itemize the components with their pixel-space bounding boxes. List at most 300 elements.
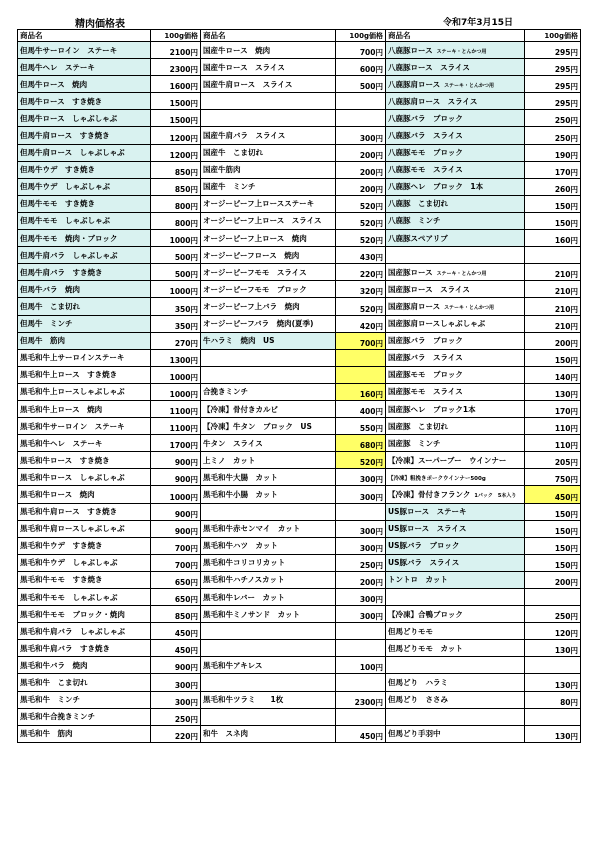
product-name: 但馬牛 ミンチ bbox=[20, 319, 73, 329]
table-row bbox=[18, 606, 581, 623]
product-name: 国産牛ロース スライス bbox=[203, 62, 285, 72]
table-row bbox=[18, 725, 581, 742]
product-price: 550円 bbox=[336, 418, 386, 435]
product-name: 黒毛和牛モモ ブロック・焼肉 bbox=[20, 609, 125, 619]
product-price: 200円 bbox=[336, 571, 386, 588]
product-name: 但馬どり手羽中 bbox=[388, 729, 441, 739]
product-name-cell bbox=[201, 725, 336, 742]
product-price: 750円 bbox=[525, 469, 581, 486]
product-name: オージービーフモモ ブロック bbox=[203, 284, 307, 294]
product-name-cell bbox=[201, 195, 336, 212]
product-name-cell bbox=[386, 452, 525, 469]
product-name-cell bbox=[18, 144, 151, 161]
product-name: 上ミノ カット bbox=[203, 455, 256, 465]
product-name: オージービーフ上バラ 焼肉 bbox=[203, 301, 300, 311]
product-name-cell bbox=[18, 366, 151, 383]
product-name-cell bbox=[201, 110, 336, 127]
product-price: 110円 bbox=[525, 435, 581, 452]
product-name: 但馬牛ロース 焼肉 bbox=[20, 79, 88, 89]
product-name-cell bbox=[386, 178, 525, 195]
product-name: 八鹿豚ヘレ ブロック 1本 bbox=[388, 182, 484, 192]
product-name-cell bbox=[386, 127, 525, 144]
product-name-cell bbox=[386, 315, 525, 332]
product-price: 110円 bbox=[525, 418, 581, 435]
product-name-cell bbox=[201, 640, 336, 657]
product-name: 牛タン スライス bbox=[203, 438, 263, 448]
product-price: 140円 bbox=[525, 366, 581, 383]
product-name: 但馬どり ハラミ bbox=[388, 678, 448, 688]
product-name-cell bbox=[18, 349, 151, 366]
product-name-cell bbox=[386, 503, 525, 520]
product-price: 1200円 bbox=[151, 144, 201, 161]
product-name-cell bbox=[18, 110, 151, 127]
product-name: 八鹿豚バラ ブロック bbox=[388, 113, 463, 123]
product-name-cell bbox=[201, 76, 336, 93]
product-price: 900円 bbox=[151, 520, 201, 537]
product-price: 700円 bbox=[151, 537, 201, 554]
product-name: US豚バラ スライス bbox=[388, 558, 460, 568]
table-row bbox=[18, 537, 581, 554]
product-name-cell bbox=[201, 212, 336, 229]
table-row bbox=[18, 554, 581, 571]
product-price: 650円 bbox=[151, 571, 201, 588]
product-price: 800円 bbox=[151, 195, 201, 212]
product-name-cell bbox=[201, 554, 336, 571]
product-name-cell bbox=[18, 332, 151, 349]
product-name-cell bbox=[386, 606, 525, 623]
table-row bbox=[18, 418, 581, 435]
product-price: 160円 bbox=[336, 383, 386, 400]
product-price: 250円 bbox=[525, 110, 581, 127]
product-name: 【冷凍】牛タン ブロック US bbox=[203, 421, 312, 431]
product-price: 1000円 bbox=[151, 230, 201, 247]
product-name-cell bbox=[386, 418, 525, 435]
product-price bbox=[336, 674, 386, 691]
price-table bbox=[17, 29, 581, 743]
table-row bbox=[18, 144, 581, 161]
product-name-cell bbox=[201, 606, 336, 623]
table-row bbox=[18, 691, 581, 708]
product-name: 八鹿豚ロース スライス bbox=[388, 62, 470, 72]
product-name: オージービーフ上ロースステーキ bbox=[203, 199, 315, 209]
product-name: 但馬牛 こま切れ bbox=[20, 301, 80, 311]
product-name: 黒毛和牛ウデ しゃぶしゃぶ bbox=[20, 558, 118, 568]
product-price: 700円 bbox=[336, 332, 386, 349]
product-name-cell bbox=[18, 725, 151, 742]
product-name: 【冷凍】骨付きフランク bbox=[388, 489, 471, 499]
product-name: 和牛 スネ肉 bbox=[203, 729, 248, 739]
product-name-cell bbox=[201, 93, 336, 110]
product-name: 国産豚モモ スライス bbox=[388, 387, 463, 397]
product-name-cell bbox=[18, 691, 151, 708]
product-name: 但馬どり ささみ bbox=[388, 695, 448, 705]
product-price bbox=[336, 93, 386, 110]
product-name-cell bbox=[201, 298, 336, 315]
product-name: 八鹿豚バラ スライス bbox=[388, 131, 463, 141]
product-name: 但馬牛サーロイン ステーキ bbox=[20, 45, 118, 55]
product-name: 国産豚肩ロースしゃぶしゃぶ bbox=[388, 319, 486, 329]
product-price: 1000円 bbox=[151, 486, 201, 503]
product-price: 200円 bbox=[525, 332, 581, 349]
product-name: 但馬牛 筋肉 bbox=[20, 336, 65, 346]
product-name: 黒毛和牛 こま切れ bbox=[20, 678, 88, 688]
product-price: 295円 bbox=[525, 42, 581, 59]
product-price: 130円 bbox=[525, 674, 581, 691]
table-header-row bbox=[18, 30, 581, 42]
table-row bbox=[18, 366, 581, 383]
product-name: 黒毛和牛 ミンチ bbox=[20, 695, 80, 705]
product-name-cell bbox=[386, 435, 525, 452]
table-row bbox=[18, 195, 581, 212]
product-name: 黒毛和牛ロース しゃぶしゃぶ bbox=[20, 472, 125, 482]
product-name-cell bbox=[201, 42, 336, 59]
product-price: 2300円 bbox=[336, 691, 386, 708]
product-name-cell bbox=[201, 332, 336, 349]
table-row bbox=[18, 281, 581, 298]
product-name: 黒毛和牛ツラミ 1枚 bbox=[203, 695, 284, 705]
table-row bbox=[18, 230, 581, 247]
table-row bbox=[18, 315, 581, 332]
table-row bbox=[18, 400, 581, 417]
product-price: 150円 bbox=[525, 537, 581, 554]
product-price: 500円 bbox=[151, 247, 201, 264]
product-name-cell bbox=[18, 606, 151, 623]
product-price: 2300円 bbox=[151, 59, 201, 76]
product-name-cell bbox=[201, 520, 336, 537]
product-name-cell bbox=[386, 93, 525, 110]
product-name-cell bbox=[201, 708, 336, 725]
product-name-cell bbox=[386, 230, 525, 247]
product-price: 100円 bbox=[336, 657, 386, 674]
table-row bbox=[18, 503, 581, 520]
product-name-cell bbox=[18, 418, 151, 435]
product-name: 八鹿豚ロース bbox=[388, 45, 433, 55]
product-price: 160円 bbox=[525, 230, 581, 247]
product-name-cell bbox=[386, 366, 525, 383]
product-name-cell bbox=[18, 571, 151, 588]
table-row bbox=[18, 161, 581, 178]
product-price: 210円 bbox=[525, 298, 581, 315]
product-name-cell bbox=[201, 349, 336, 366]
product-name: 黒毛和牛肩ロースしゃぶしゃぶ bbox=[20, 524, 125, 534]
product-price: 1700円 bbox=[151, 435, 201, 452]
product-note: 1パック 5本入り bbox=[474, 492, 517, 499]
table-row bbox=[18, 247, 581, 264]
product-price: 700円 bbox=[151, 554, 201, 571]
product-name: 黒毛和牛小腸 カット bbox=[203, 489, 278, 499]
product-name: 黒毛和牛肩ロース すき焼き bbox=[20, 507, 118, 517]
product-price: 400円 bbox=[336, 400, 386, 417]
product-name-cell bbox=[386, 691, 525, 708]
product-name: 【冷凍】スーパーブー ウインナー bbox=[388, 455, 507, 465]
product-name-cell bbox=[386, 589, 525, 606]
product-price: 150円 bbox=[525, 349, 581, 366]
product-name-cell bbox=[18, 76, 151, 93]
product-name-cell bbox=[386, 59, 525, 76]
table-row bbox=[18, 657, 581, 674]
product-name-cell bbox=[18, 383, 151, 400]
product-name-cell bbox=[18, 554, 151, 571]
product-name: 合挽きミンチ bbox=[203, 387, 248, 397]
product-name-cell bbox=[386, 110, 525, 127]
product-name: オージービーフバラ 焼肉(夏季) bbox=[203, 319, 314, 329]
product-name: 但馬どりモモ bbox=[388, 626, 433, 636]
product-name-cell bbox=[18, 127, 151, 144]
product-price: 300円 bbox=[336, 127, 386, 144]
product-price: 250円 bbox=[336, 554, 386, 571]
product-name: 黒毛和牛サーロイン ステーキ bbox=[20, 421, 125, 431]
product-name-cell bbox=[18, 247, 151, 264]
product-name-cell bbox=[201, 59, 336, 76]
table-row bbox=[18, 674, 581, 691]
product-price: 500円 bbox=[336, 76, 386, 93]
product-price: 205円 bbox=[525, 452, 581, 469]
product-price: 900円 bbox=[151, 452, 201, 469]
product-name-cell bbox=[18, 161, 151, 178]
product-name: US豚バラ ブロック bbox=[388, 541, 460, 551]
product-name-cell bbox=[386, 42, 525, 59]
product-name: 但馬牛ロース しゃぶしゃぶ bbox=[20, 113, 118, 123]
product-price: 850円 bbox=[151, 178, 201, 195]
product-name-cell bbox=[386, 571, 525, 588]
product-name-cell bbox=[386, 708, 525, 725]
product-name: 国産豚モモ ブロック bbox=[388, 370, 463, 380]
product-price: 150円 bbox=[525, 520, 581, 537]
product-price: 900円 bbox=[151, 503, 201, 520]
product-name-cell bbox=[18, 59, 151, 76]
product-name: 国産豚ヘレ ブロック1本 bbox=[388, 404, 476, 414]
product-price bbox=[525, 708, 581, 725]
product-price: 450円 bbox=[525, 486, 581, 503]
product-name: 八鹿豚モモ ブロック bbox=[388, 148, 463, 158]
product-price: 520円 bbox=[336, 230, 386, 247]
table-row bbox=[18, 486, 581, 503]
product-price: 295円 bbox=[525, 59, 581, 76]
document-date: 令和7年3月15日 bbox=[443, 18, 514, 28]
product-name: 黒毛和牛ヘレ ステーキ bbox=[20, 438, 103, 448]
product-price: 1200円 bbox=[151, 127, 201, 144]
product-name: 但馬牛肩ロース すき焼き bbox=[20, 131, 110, 141]
table-row bbox=[18, 349, 581, 366]
product-price bbox=[336, 110, 386, 127]
product-price: 210円 bbox=[525, 264, 581, 281]
product-name: 国産牛ロース 焼肉 bbox=[203, 45, 271, 55]
product-price: 420円 bbox=[336, 315, 386, 332]
product-name-cell bbox=[18, 503, 151, 520]
product-price: 650円 bbox=[151, 589, 201, 606]
product-name: オージービーフ上ロース 焼肉 bbox=[203, 233, 307, 243]
product-price: 900円 bbox=[151, 469, 201, 486]
product-price bbox=[525, 657, 581, 674]
product-price: 170円 bbox=[525, 400, 581, 417]
product-price: 300円 bbox=[336, 520, 386, 537]
product-name-cell bbox=[201, 315, 336, 332]
product-name: 但馬牛肩バラ すき焼き bbox=[20, 267, 103, 277]
product-name-cell bbox=[386, 520, 525, 537]
product-name-cell bbox=[18, 674, 151, 691]
product-price: 450円 bbox=[151, 623, 201, 640]
product-note: ステーキ・とんかつ用 bbox=[436, 48, 487, 55]
product-price: 220円 bbox=[336, 264, 386, 281]
product-price: 170円 bbox=[525, 161, 581, 178]
table-row bbox=[18, 469, 581, 486]
product-price bbox=[336, 349, 386, 366]
product-price: 270円 bbox=[151, 332, 201, 349]
product-name: 黒毛和牛モモ すき焼き bbox=[20, 575, 103, 585]
product-name: 【冷凍】粗挽きポークウインナー500g bbox=[388, 475, 486, 482]
product-name-cell bbox=[201, 264, 336, 281]
product-name: 黒毛和牛 筋肉 bbox=[20, 729, 73, 739]
product-note: ステーキ・とんかつ用 bbox=[444, 82, 495, 89]
product-name: 【冷凍】合鴨ブロック bbox=[388, 609, 463, 619]
product-name: 黒毛和牛ハツ カット bbox=[203, 541, 278, 551]
product-name-cell bbox=[18, 640, 151, 657]
product-note: ステーキ・とんかつ用 bbox=[444, 304, 495, 311]
product-price: 210円 bbox=[525, 281, 581, 298]
product-name: 黒毛和牛ロース 焼肉 bbox=[20, 489, 95, 499]
product-name-cell bbox=[201, 127, 336, 144]
product-name-cell bbox=[386, 247, 525, 264]
product-name: 国産豚ロース bbox=[388, 267, 433, 277]
product-price bbox=[336, 623, 386, 640]
product-name: 但馬牛肩ロース しゃぶしゃぶ bbox=[20, 148, 125, 158]
product-name-cell bbox=[201, 657, 336, 674]
product-name: 【冷凍】骨付きカルビ bbox=[203, 404, 278, 414]
product-price: 250円 bbox=[151, 708, 201, 725]
product-price: 680円 bbox=[336, 435, 386, 452]
product-name: 黒毛和牛ミノサンド カット bbox=[203, 609, 301, 619]
product-name: 黒毛和牛上ロースしゃぶしゃぶ bbox=[20, 387, 125, 397]
product-name-cell bbox=[18, 520, 151, 537]
product-name-cell bbox=[386, 298, 525, 315]
product-price: 350円 bbox=[151, 315, 201, 332]
table-row bbox=[18, 178, 581, 195]
product-price: 220円 bbox=[151, 725, 201, 742]
product-name-cell bbox=[386, 657, 525, 674]
product-name: 黒毛和牛アキレス bbox=[203, 660, 263, 670]
product-price: 295円 bbox=[525, 76, 581, 93]
product-name-cell bbox=[18, 230, 151, 247]
column-header-name: 商品名 bbox=[18, 30, 151, 42]
product-price: 295円 bbox=[525, 93, 581, 110]
product-name-cell bbox=[386, 349, 525, 366]
product-name-cell bbox=[18, 623, 151, 640]
product-price: 1500円 bbox=[151, 93, 201, 110]
product-price: 500円 bbox=[151, 264, 201, 281]
product-price: 130円 bbox=[525, 640, 581, 657]
table-row bbox=[18, 212, 581, 229]
column-header-name: 商品名 bbox=[201, 30, 336, 42]
product-name: 但馬どりモモ カット bbox=[388, 643, 463, 653]
product-price bbox=[336, 503, 386, 520]
product-price: 190円 bbox=[525, 144, 581, 161]
product-name-cell bbox=[18, 178, 151, 195]
product-name-cell bbox=[18, 42, 151, 59]
product-price: 520円 bbox=[336, 452, 386, 469]
product-name: 黒毛和牛赤センマイ カット bbox=[203, 524, 301, 534]
product-price bbox=[525, 589, 581, 606]
product-name-cell bbox=[201, 623, 336, 640]
product-name-cell bbox=[386, 486, 525, 503]
product-price: 300円 bbox=[336, 606, 386, 623]
product-name: 但馬牛肩バラ しゃぶしゃぶ bbox=[20, 250, 118, 260]
product-name-cell bbox=[386, 469, 525, 486]
product-name-cell bbox=[386, 195, 525, 212]
product-name-cell bbox=[386, 281, 525, 298]
product-name: 但馬牛モモ しゃぶしゃぶ bbox=[20, 216, 110, 226]
product-name-cell bbox=[201, 161, 336, 178]
product-name: 国産豚ロース スライス bbox=[388, 284, 470, 294]
product-name-cell bbox=[386, 212, 525, 229]
product-price: 700円 bbox=[336, 42, 386, 59]
product-price: 150円 bbox=[525, 212, 581, 229]
product-price: 450円 bbox=[151, 640, 201, 657]
product-name-cell bbox=[201, 691, 336, 708]
product-name-cell bbox=[386, 623, 525, 640]
product-price bbox=[336, 640, 386, 657]
table-row bbox=[18, 127, 581, 144]
product-name-cell bbox=[386, 640, 525, 657]
product-name-cell bbox=[201, 178, 336, 195]
product-name: 黒毛和牛バラ 焼肉 bbox=[20, 660, 88, 670]
product-price bbox=[336, 708, 386, 725]
product-name: 八鹿豚スペアリブ bbox=[388, 233, 448, 243]
product-name: 黒毛和牛肩バラ すき焼き bbox=[20, 643, 110, 653]
product-price: 150円 bbox=[525, 195, 581, 212]
product-name-cell bbox=[201, 230, 336, 247]
product-name: 黒毛和牛合挽きミンチ bbox=[20, 712, 95, 722]
product-name-cell bbox=[201, 383, 336, 400]
product-name-cell bbox=[18, 657, 151, 674]
product-price: 300円 bbox=[151, 691, 201, 708]
product-name: 但馬牛バラ 焼肉 bbox=[20, 284, 80, 294]
product-name-cell bbox=[386, 554, 525, 571]
product-name: 但馬牛ウデ しゃぶしゃぶ bbox=[20, 182, 110, 192]
product-name-cell bbox=[18, 435, 151, 452]
product-name: 黒毛和牛大腸 カット bbox=[203, 472, 278, 482]
product-note: ステーキ・とんかつ用 bbox=[436, 270, 487, 277]
product-price: 150円 bbox=[525, 554, 581, 571]
product-price: 900円 bbox=[151, 657, 201, 674]
product-price: 300円 bbox=[336, 469, 386, 486]
product-name: 八鹿豚 ミンチ bbox=[388, 216, 441, 226]
product-price: 1000円 bbox=[151, 281, 201, 298]
column-header-name: 商品名 bbox=[386, 30, 525, 42]
product-name-cell bbox=[18, 315, 151, 332]
product-name: 黒毛和牛ハチノスカット bbox=[203, 575, 285, 585]
product-name-cell bbox=[386, 76, 525, 93]
product-price: 430円 bbox=[336, 247, 386, 264]
product-name: 国産豚バラ スライス bbox=[388, 353, 463, 363]
product-name: 八鹿豚肩ロース スライス bbox=[388, 96, 478, 106]
product-price: 250円 bbox=[525, 606, 581, 623]
product-name-cell bbox=[201, 366, 336, 383]
product-name-cell bbox=[201, 486, 336, 503]
product-name: オージービーフモモ スライス bbox=[203, 267, 307, 277]
product-price: 200円 bbox=[525, 571, 581, 588]
product-name-cell bbox=[386, 161, 525, 178]
product-name-cell bbox=[18, 264, 151, 281]
product-name-cell bbox=[201, 281, 336, 298]
price-table-body bbox=[18, 30, 581, 743]
product-name-cell bbox=[201, 400, 336, 417]
product-name-cell bbox=[18, 452, 151, 469]
product-name: 但馬牛ウデ すき焼き bbox=[20, 165, 95, 175]
product-price: 1000円 bbox=[151, 366, 201, 383]
product-name-cell bbox=[201, 589, 336, 606]
product-name: 八鹿豚モモ スライス bbox=[388, 165, 463, 175]
product-name-cell bbox=[18, 212, 151, 229]
